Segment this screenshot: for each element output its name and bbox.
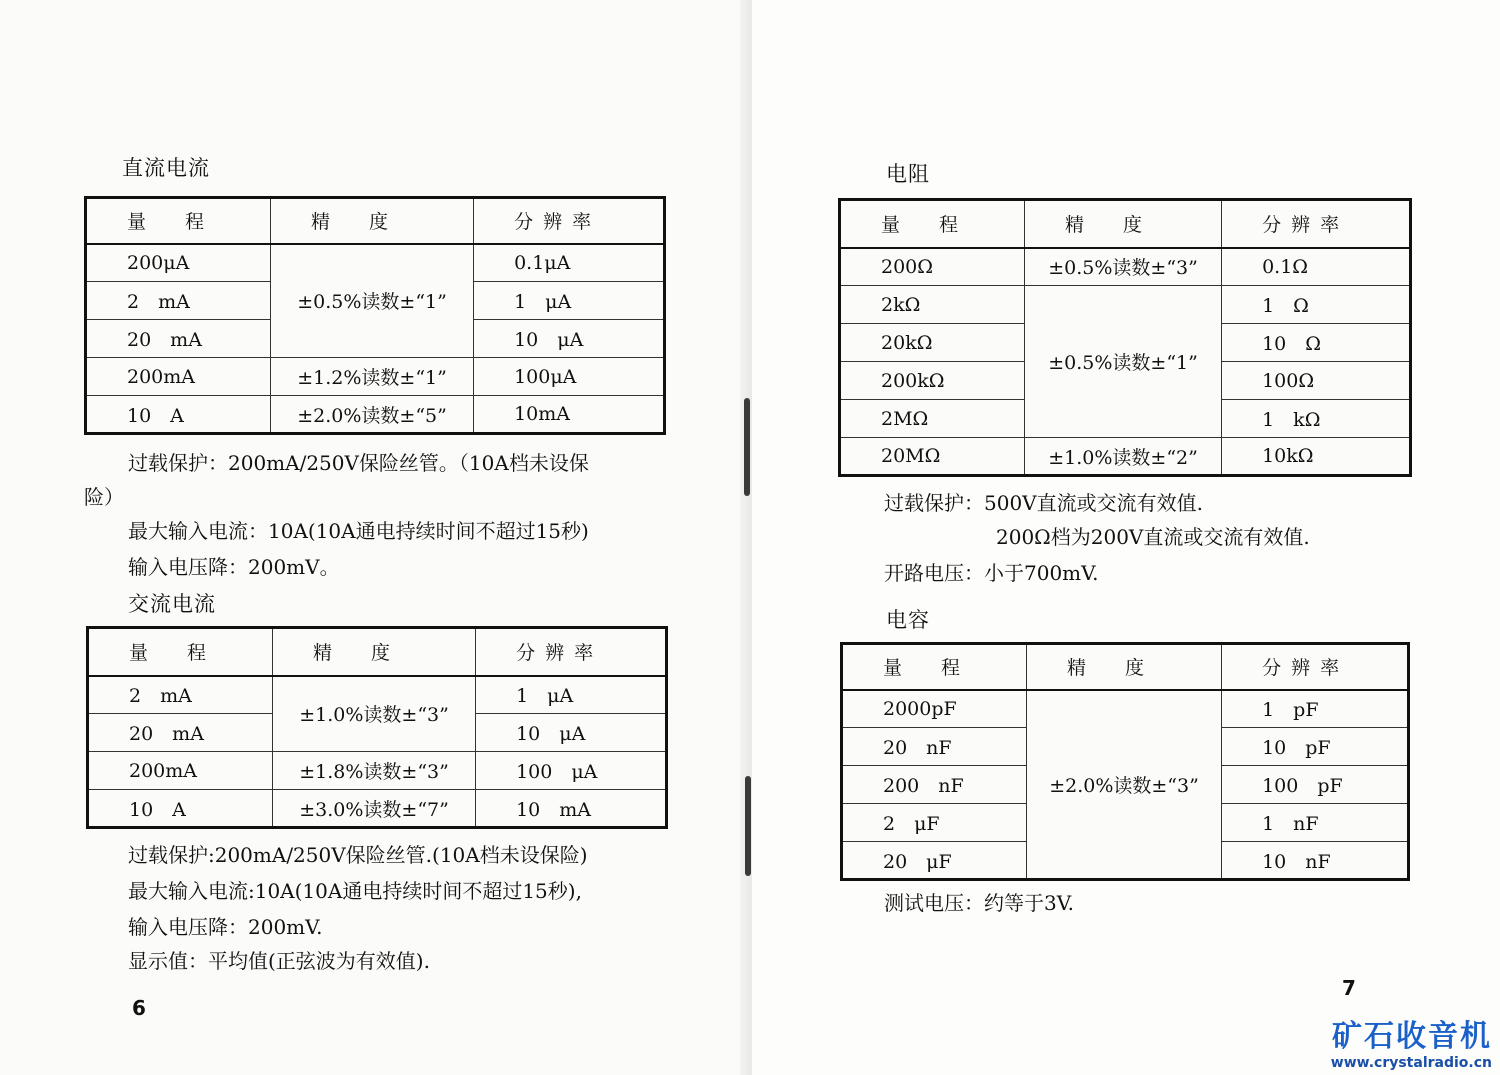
- table-row: [840, 286, 1411, 324]
- resolution-cell: 0.1μA: [474, 244, 665, 282]
- resolution-cell: 10 mA: [476, 790, 667, 828]
- range-cell: 20 mA: [86, 320, 271, 358]
- range-cell: 2000pF: [842, 690, 1027, 728]
- resolution-cell: 10 Ω: [1222, 324, 1411, 362]
- header-accuracy: 精 度: [271, 198, 474, 244]
- dc-voltage-drop-note: 输入电压降：200mV。: [128, 555, 340, 579]
- table-row: [88, 752, 667, 790]
- accuracy-cell: ±0.5%读数±“3”: [1024, 248, 1221, 286]
- accuracy-cell: ±1.0%读数±“2”: [1024, 438, 1221, 476]
- table-row: [86, 358, 665, 396]
- resolution-cell: 100 μA: [476, 752, 667, 790]
- page-number-left: 6: [132, 996, 146, 1020]
- range-cell: 20 mA: [88, 714, 273, 752]
- staple-top: [744, 398, 750, 496]
- range-cell: 2 mA: [88, 676, 273, 714]
- range-cell: 200μA: [86, 244, 271, 282]
- resolution-cell: 10 pF: [1222, 728, 1409, 766]
- table-row: [86, 396, 665, 434]
- table-row: [840, 438, 1411, 476]
- accuracy-cell: ±2.0%读数±“3”: [1026, 690, 1221, 880]
- range-cell: 200 nF: [842, 766, 1027, 804]
- header-resolution: 分辨率: [1222, 200, 1411, 248]
- range-cell: 2MΩ: [840, 400, 1025, 438]
- table-row: [86, 244, 665, 282]
- accuracy-cell: ±0.5%读数±“1”: [271, 244, 474, 358]
- resolution-cell: 1 nF: [1222, 804, 1409, 842]
- resolution-cell: 100Ω: [1222, 362, 1411, 400]
- header-accuracy: 精 度: [1024, 200, 1221, 248]
- header-range: 量 程: [842, 644, 1027, 690]
- accuracy-cell: ±3.0%读数±“7”: [273, 790, 476, 828]
- header-accuracy: 精 度: [1026, 644, 1221, 690]
- dc-overload-note-cont: 险）: [84, 485, 124, 509]
- range-cell: 200kΩ: [840, 362, 1025, 400]
- page-number-right: 7: [1342, 976, 1356, 1000]
- resolution-cell: 100 pF: [1222, 766, 1409, 804]
- range-cell: 20 nF: [842, 728, 1027, 766]
- resolution-cell: 1 μA: [474, 282, 665, 320]
- accuracy-cell: ±1.0%读数±“3”: [273, 676, 476, 752]
- ac-voltage-drop-note: 输入电压降：200mV.: [128, 915, 323, 939]
- capacitance-title: 电容: [886, 608, 930, 632]
- ac-overload-note: 过载保护:200mA/250V保险丝管.(10A档未设保险): [128, 843, 588, 867]
- table-row: [842, 690, 1409, 728]
- range-cell: 2 mA: [86, 282, 271, 320]
- range-cell: 20 μF: [842, 842, 1027, 880]
- resolution-cell: 0.1Ω: [1222, 248, 1411, 286]
- header-resolution: 分辨率: [476, 628, 667, 676]
- header-resolution: 分辨率: [1222, 644, 1409, 690]
- watermark-logo: 矿石收音机: [1332, 1019, 1492, 1054]
- site-watermark: [1331, 1019, 1492, 1071]
- table-row: [840, 248, 1411, 286]
- range-cell: 200mA: [88, 752, 273, 790]
- range-cell: 20kΩ: [840, 324, 1025, 362]
- resistance-title: 电阻: [886, 162, 930, 186]
- resolution-cell: 1 pF: [1222, 690, 1409, 728]
- dc-overload-note: 过载保护：200mA/250V保险丝管。（10A档未设保: [128, 451, 589, 475]
- staple-bottom: [745, 776, 751, 876]
- watermark-url: www.crystalradio.cn: [1330, 1055, 1492, 1071]
- header-accuracy: 精 度: [273, 628, 476, 676]
- table-row: [88, 790, 667, 828]
- left-page: [0, 0, 748, 1075]
- table-header-row: [88, 628, 667, 676]
- ac-max-current-note: 最大输入电流:10A(10A通电持续时间不超过15秒),: [128, 879, 582, 903]
- test-voltage-note: 测试电压：约等于3V.: [884, 891, 1075, 915]
- open-circuit-voltage-note: 开路电压：小于700mV.: [884, 561, 1099, 585]
- range-cell: 10 A: [86, 396, 271, 434]
- range-cell: 2 μF: [842, 804, 1027, 842]
- table-header-row: [842, 644, 1409, 690]
- resolution-cell: 1 kΩ: [1222, 400, 1411, 438]
- capacitance-table: [840, 642, 1410, 881]
- header-resolution: 分辨率: [474, 198, 665, 244]
- table-header-row: [840, 200, 1411, 248]
- accuracy-cell: ±1.2%读数±“1”: [271, 358, 474, 396]
- range-cell: 200mA: [86, 358, 271, 396]
- resistance-overload-note-200ohm: 200Ω档为200V直流或交流有效值.: [996, 525, 1310, 549]
- resistance-table: [838, 198, 1412, 477]
- ac-current-title: 交流电流: [128, 592, 216, 616]
- range-cell: 200Ω: [840, 248, 1025, 286]
- header-range: 量 程: [88, 628, 273, 676]
- resolution-cell: 10mA: [474, 396, 665, 434]
- resolution-cell: 100μA: [474, 358, 665, 396]
- range-cell: 20MΩ: [840, 438, 1025, 476]
- range-cell: 2kΩ: [840, 286, 1025, 324]
- table-header-row: [86, 198, 665, 244]
- header-range: 量 程: [840, 200, 1025, 248]
- ac-display-note: 显示值：平均值(正弦波为有效值).: [128, 949, 430, 973]
- resistance-overload-note: 过载保护：500V直流或交流有效值.: [884, 491, 1203, 515]
- dc-current-table: [84, 196, 666, 435]
- resolution-cell: 10 nF: [1222, 842, 1409, 880]
- resolution-cell: 1 Ω: [1222, 286, 1411, 324]
- resolution-cell: 10kΩ: [1222, 438, 1411, 476]
- range-cell: 10 A: [88, 790, 273, 828]
- ac-current-table: [86, 626, 668, 829]
- accuracy-cell: ±1.8%读数±“3”: [273, 752, 476, 790]
- dc-max-current-note: 最大输入电流：10A(10A通电持续时间不超过15秒): [128, 519, 589, 543]
- accuracy-cell: ±0.5%读数±“1”: [1024, 286, 1221, 438]
- resolution-cell: 10 μA: [476, 714, 667, 752]
- table-row: [88, 676, 667, 714]
- right-page: [752, 0, 1500, 1075]
- accuracy-cell: ±2.0%读数±“5”: [271, 396, 474, 434]
- dc-current-title: 直流电流: [122, 156, 210, 180]
- resolution-cell: 1 μA: [476, 676, 667, 714]
- resolution-cell: 10 μA: [474, 320, 665, 358]
- header-range: 量 程: [86, 198, 271, 244]
